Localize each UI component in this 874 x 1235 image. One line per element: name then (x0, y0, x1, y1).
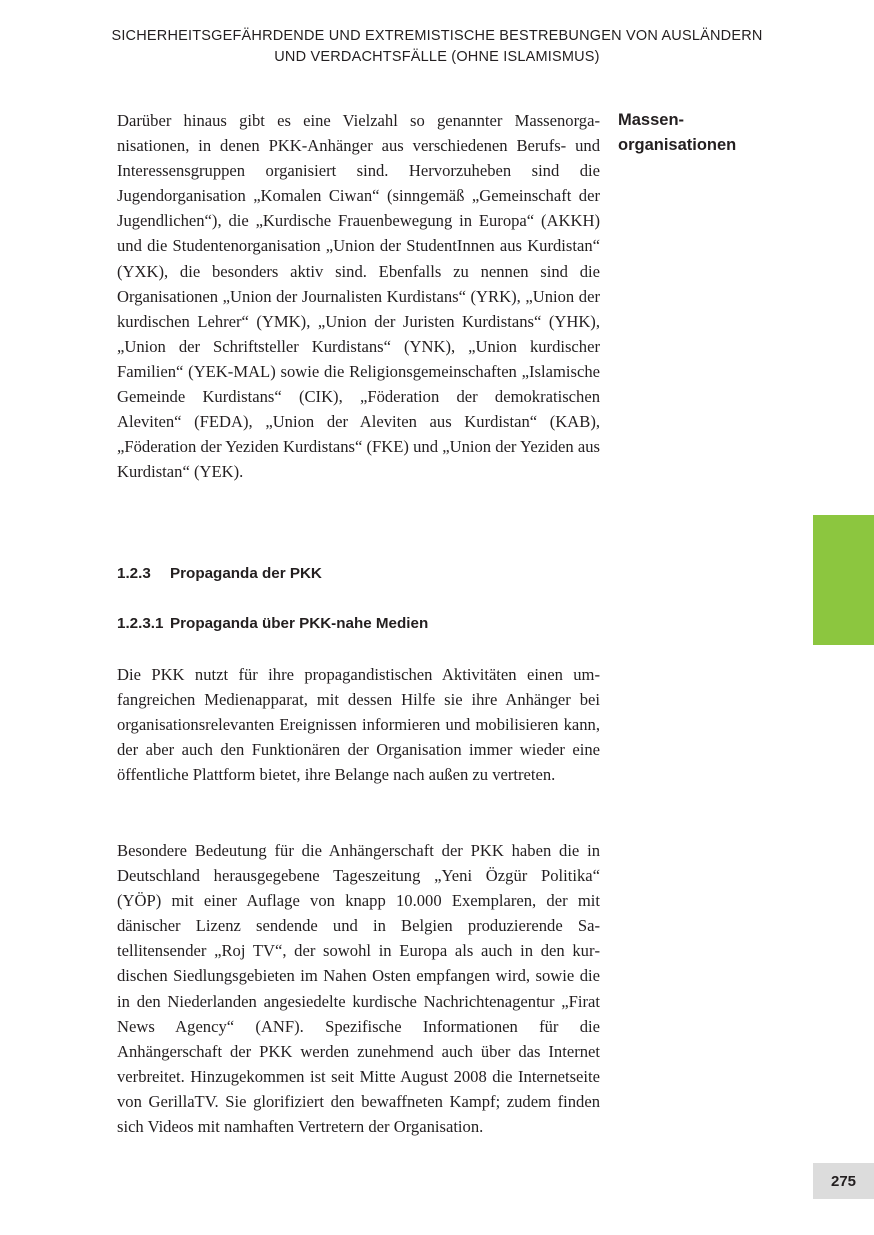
running-header-line-2: UND VERDACHTSFÄLLE (OHNE ISLAMISMUS) (274, 49, 600, 65)
margin-note-line-2: organisationen (618, 135, 737, 154)
margin-note (618, 108, 808, 157)
page-number-text: 275 (830, 1172, 857, 1190)
running-header-line-1: SICHERHEITSGEFÄHRDENDE UND EXTREMISTISCHE BESTREBUNGEN VON AUSLÄNDERN (111, 28, 763, 44)
subsection-title: Propaganda über PKK-nahe Medien (170, 615, 429, 632)
subsection-number: 1.2.3.1 (117, 615, 164, 632)
section-heading-1-2-3-1 (117, 614, 428, 634)
paragraph-media-outlets: Besondere Bedeutung für die Anhängerschaft der PKK haben die in Deutschland herausgegebene Tageszeitung „Yeni Özgür Politika“ (YÖP) mit einer Auflage von knapp 10.000 Exemplaren, der mit dänischer Lizenz sendende und in Belgien produzierende Satellitensender „Roj TV“, der sowohl in Europa als auch in den kurdischen Siedlungsgebieten im Nahen Osten empfangen wird, sowie die in den Niederlanden angesiedelte kurdische Nachrichtenagentur „Firat News Agency“ (ANF). Spezifische Informationen für die Anhängerschaft der PKK werden zunehmend auch über das Internet verbreitet. Hinzugekommen ist seit Mitte August 2008 die Internetseite von GerillaTV. Sie glorifiziert den bewaffneten Kampf; zudem finden sich Videos mit namhaften Vertretern der Organisation. (117, 841, 600, 1137)
page-number (813, 1163, 874, 1199)
section-number: 1.2.3 (117, 565, 151, 582)
chapter-tab-marker (813, 515, 874, 645)
margin-note-line-1: Massen- (618, 111, 685, 129)
paragraph-mass-organisations: Darüber hinaus gibt es eine Vielzahl so genannter Massenorganisationen, in denen PKK-Anhänger aus verschiedenen Berufs- und Interessensgruppen organisiert sind. Hervorzuheben sind die Jugendorganisation „Komalen Ciwan“ (sinngemäß „Gemeinschaft der Jugendlichen“), die „Kurdische Frauenbewegung in Europa“ (AKKH) und die Studentenorganisation „Union der StudentInnen aus Kurdistan“ (YXK), die besonders aktiv sind. Ebenfalls zu nennen sind die Organisationen „Union der Journalisten Kurdistans“ (YRK), „Union der kurdischen Lehrer“ (YMK), „Union der Juristen Kurdistans“ (YHK), „Union der Schriftsteller Kurdistans“ (YNK), „Union kurdischer Familien“ (YEK-MAL) sowie die Religionsgemeinschaften „Islamische Gemeinde Kurdistans“ (CIK), „Föderation der demokratischen Aleviten“ (FEDA), „Union der Aleviten aus Kurdistan“ (KAB), „Föderation der Yeziden Kurdistans“ (FKE) und „Union der Yeziden aus Kurdistan“ (YEK). (117, 111, 600, 482)
section-heading-1-2-3 (117, 564, 322, 584)
running-header (90, 26, 784, 68)
paragraph-media-apparatus: Die PKK nutzt für ihre propagandistischen Aktivitäten einen umfangreichen Medienapparat, mit dessen Hilfe sie ihre Anhänger bei organisationsrelevanten Ereignissen informieren und mobilisieren kann, der aber auch den Funktionären der Organisation immer wieder eine öffentliche Plattform bietet, ihre Belange nach außen zu vertreten. (117, 665, 600, 785)
section-title: Propaganda der PKK (170, 565, 322, 582)
